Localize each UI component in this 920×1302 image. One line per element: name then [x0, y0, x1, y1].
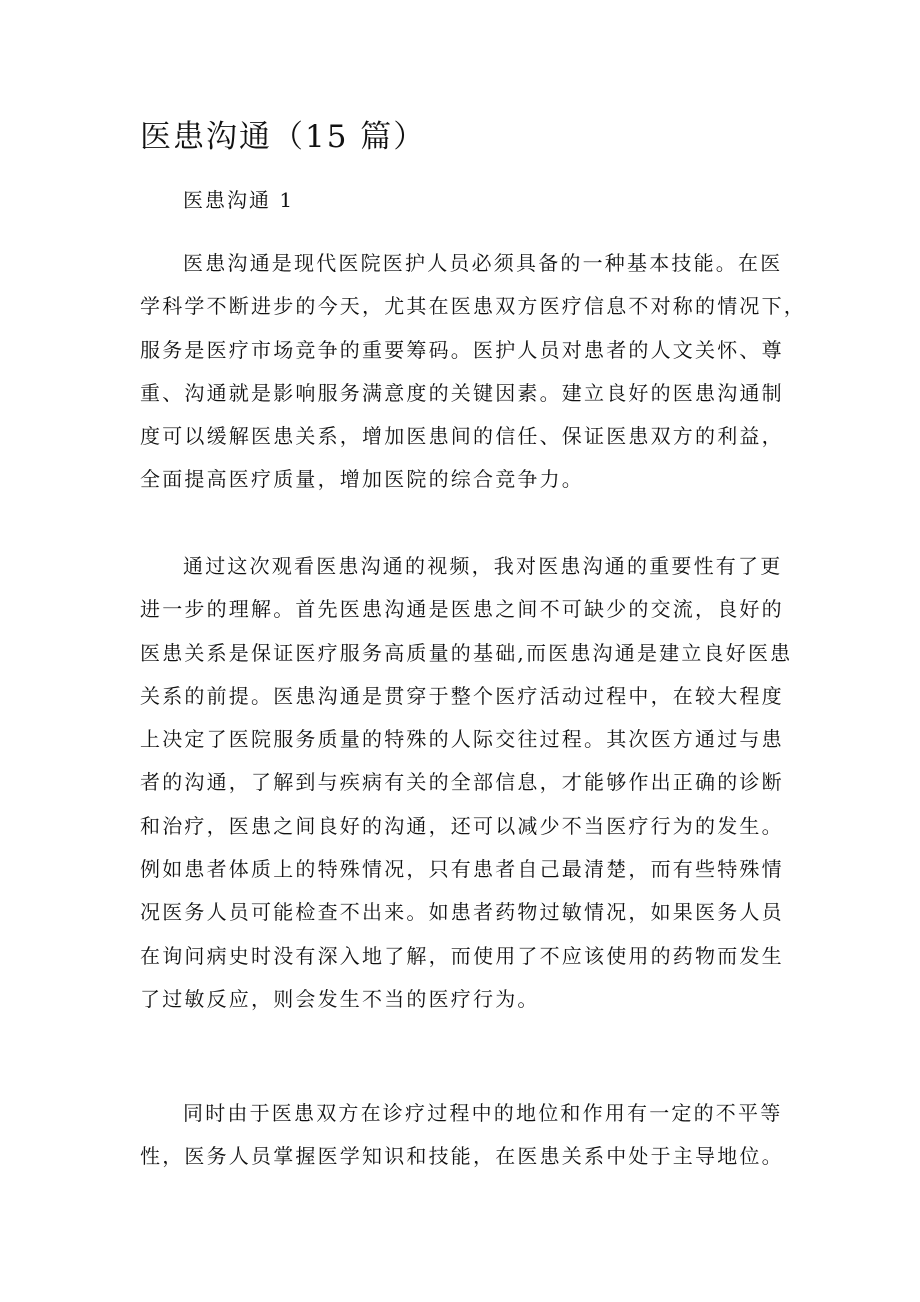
paragraph-line: 全面提高医疗质量，增加医院的综合竞争力。 — [140, 467, 584, 492]
document-title: 医患沟通（15 篇） — [140, 119, 427, 155]
section-heading: 医患沟通 1 — [183, 188, 295, 212]
paragraph-line: 和治疗，医患之间良好的沟通，还可以减少不当医疗行为的发生。 — [140, 813, 784, 838]
paragraph-line: 在询问病史时没有深入地了解，而使用了不应该使用的药物而发生 — [140, 943, 784, 968]
paragraph-line: 医患沟通是现代医院医护人员必须具备的一种基本技能。在医 — [183, 251, 783, 275]
paragraph-line: 医患关系是保证医疗服务高质量的基础,而医患沟通是建立良好医患 — [140, 640, 793, 665]
paragraph-line: 通过这次观看医患沟通的视频，我对医患沟通的重要性有了更 — [183, 554, 783, 578]
paragraph-line: 上决定了医院服务质量的特殊的人际交往过程。其次医方通过与患 — [140, 727, 784, 752]
paragraph-line: 关系的前提。医患沟通是贯穿于整个医疗活动过程中，在较大程度 — [140, 683, 784, 708]
paragraph-line: 况医务人员可能检查不出来。如患者药物过敏情况，如果医务人员 — [140, 900, 784, 925]
paragraph-line: 例如患者体质上的特殊情况，只有患者自己最清楚，而有些特殊情 — [140, 857, 784, 882]
paragraph-3 — [140, 1092, 784, 1179]
paragraph-line: 者的沟通，了解到与疾病有关的全部信息，才能够作出正确的诊断 — [140, 770, 784, 795]
paragraph-line: 度可以缓解医患关系，增加医患间的信任、保证医患双方的利益， — [140, 424, 784, 449]
paragraph-line: 性，医务人员掌握医学知识和技能，在医患关系中处于主导地位。 — [140, 1144, 784, 1169]
paragraph-line: 重、沟通就是影响服务满意度的关键因素。建立良好的医患沟通制 — [140, 380, 784, 405]
paragraph-2 — [140, 545, 792, 1021]
paragraph-line: 同时由于医患双方在诊疗过程中的地位和作用有一定的不平等 — [183, 1101, 783, 1125]
paragraph-line: 服务是医疗市场竞争的重要筹码。医护人员对患者的人文关怀、尊 — [140, 337, 784, 362]
paragraph-line: 了过敏反应，则会发生不当的医疗行为。 — [140, 986, 540, 1011]
paragraph-line: 学科学不断进步的今天，尤其在医患双方医疗信息不对称的情况下， — [140, 294, 806, 319]
paragraph-1 — [140, 242, 806, 502]
paragraph-line: 进一步的理解。首先医患沟通是医患之间不可缺少的交流，良好的 — [140, 597, 784, 622]
